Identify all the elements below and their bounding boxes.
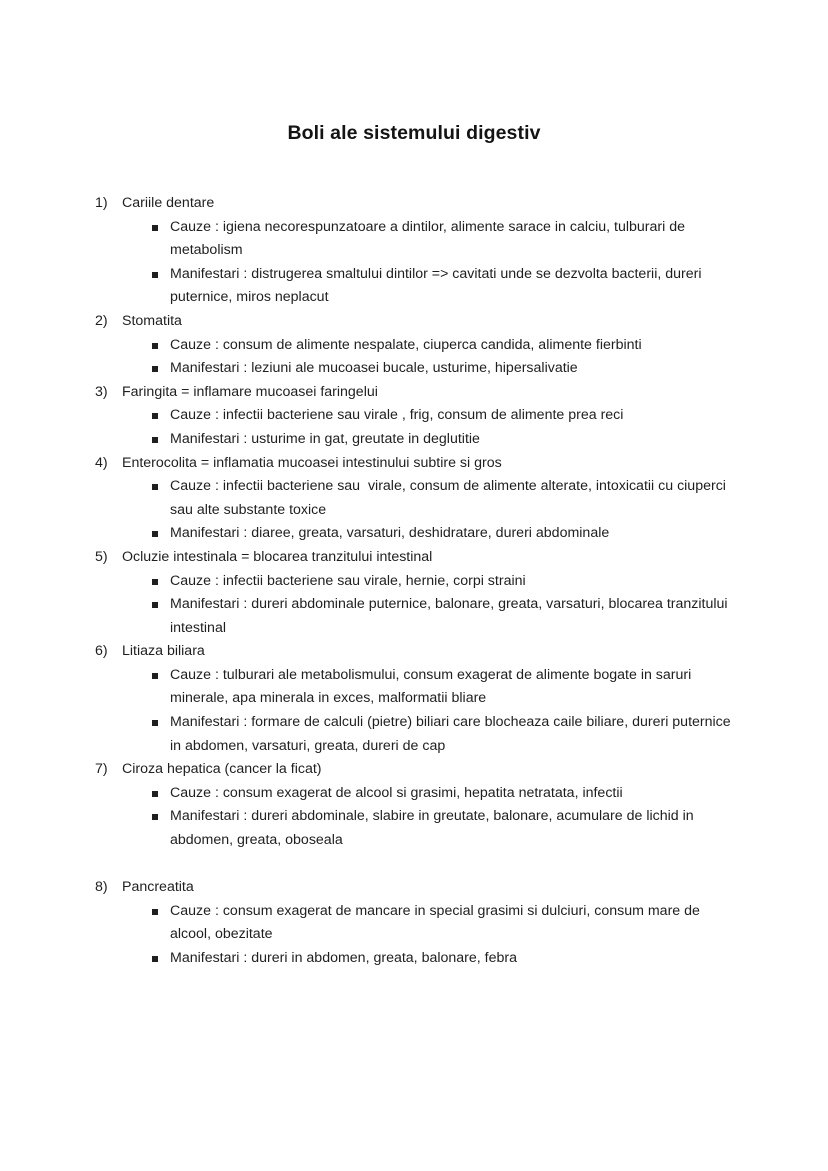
bulleted-sublist xyxy=(0,782,828,853)
list-item xyxy=(0,310,828,381)
list-item-number: 6) xyxy=(95,643,108,660)
sublist-item-text: Manifestari : dureri abdominale puternice, balonare, greata, varsaturi, blocarea tranzitului intestinal xyxy=(170,596,732,636)
sublist-item-text: Manifestari : leziuni ale mucoasei bucale, usturime, hipersalivatie xyxy=(170,360,578,377)
square-bullet-icon xyxy=(152,579,158,585)
sublist-item xyxy=(0,522,828,546)
sublist-item-text: Manifestari : dureri in abdomen, greata, balonare, febra xyxy=(170,949,518,966)
square-bullet-icon xyxy=(152,673,158,679)
list-item-title: Ocluzie intestinala = blocarea tranzitului intestinal xyxy=(122,548,433,565)
sublist-item xyxy=(0,782,828,806)
list-item xyxy=(0,452,828,546)
bulleted-sublist xyxy=(0,570,828,641)
sublist-item xyxy=(0,664,828,711)
numbered-outline-list xyxy=(0,192,828,971)
square-bullet-icon xyxy=(152,956,158,962)
square-bullet-icon xyxy=(152,366,158,372)
list-item xyxy=(0,640,828,758)
list-item xyxy=(0,546,828,640)
sublist-item xyxy=(0,947,828,971)
list-item-number: 8) xyxy=(95,879,108,896)
sublist-item-text: Cauze : infectii bacteriene sau virale, hernie, corpi straini xyxy=(170,572,526,589)
sublist-item-text: Cauze : consum de alimente nespalate, ciuperca candida, alimente fierbinti xyxy=(170,336,642,353)
sublist-item-text: Cauze : consum exagerat de mancare in special grasimi si dulciuri, consum mare de alcool, obezitate xyxy=(170,902,704,943)
list-item-heading xyxy=(0,192,828,216)
list-item-title: Cariile dentare xyxy=(122,195,215,211)
list-item-title: Litiaza biliara xyxy=(122,643,205,660)
square-bullet-icon xyxy=(152,343,158,349)
square-bullet-icon xyxy=(152,413,158,419)
sublist-item xyxy=(0,593,828,640)
sublist-item-text: Cauze : tulburari ale metabolismului, consum exagerat de alimente bogate in saruri minerale, apa minerala in exces, malformatii bliare xyxy=(170,666,696,707)
list-item xyxy=(0,876,828,970)
list-item-number: 2) xyxy=(95,312,108,329)
list-item-number: 4) xyxy=(95,454,108,471)
sublist-item-text: Cauze : infectii bacteriene sau virale, consum de alimente alterate, intoxicatii cu ciuperci sau alte substante toxice xyxy=(170,478,730,518)
list-item xyxy=(0,192,828,310)
document-body xyxy=(0,192,828,971)
list-item-heading xyxy=(0,381,828,405)
list-item-heading xyxy=(0,546,828,570)
bulleted-sublist xyxy=(0,900,828,971)
list-item-heading xyxy=(0,758,828,782)
square-bullet-icon xyxy=(152,814,158,820)
sublist-item-text: Manifestari : diaree, greata, varsaturi, deshidratare, dureri abdominale xyxy=(170,525,610,542)
bulleted-sublist xyxy=(0,216,828,310)
list-item-title: Ciroza hepatica (cancer la ficat) xyxy=(122,761,322,778)
sublist-item-text: Manifestari : usturime in gat, greutate in deglutitie xyxy=(170,430,480,447)
sublist-item-text: Manifestari : distrugerea smaltului dintilor => cavitati unde se dezvolta bacterii, dureri puternice, miros neplacut xyxy=(170,265,706,306)
list-item-heading xyxy=(0,640,828,664)
sublist-item xyxy=(0,475,828,522)
sublist-item xyxy=(0,570,828,594)
list-item-number: 3) xyxy=(95,383,108,400)
square-bullet-icon xyxy=(152,437,158,443)
list-item-number: 1) xyxy=(95,195,108,211)
sublist-item xyxy=(0,900,828,947)
list-item xyxy=(0,381,828,452)
list-item-heading xyxy=(0,876,828,900)
bulleted-sublist xyxy=(0,475,828,546)
sublist-item xyxy=(0,711,828,758)
sublist-item xyxy=(0,334,828,358)
square-bullet-icon xyxy=(152,531,158,537)
sublist-item xyxy=(0,216,828,263)
square-bullet-icon xyxy=(152,272,158,278)
list-item-heading xyxy=(0,452,828,476)
sublist-item-text: Manifestari : formare de calculi (pietre) biliari care blocheaza caile biliare, dureri puternice in abdomen, varsaturi, greata, dureri de cap xyxy=(170,714,735,754)
sublist-item-text: Manifestari : dureri abdominale, slabire in greutate, balonare, acumulare de lichid in abdomen, greata, oboseala xyxy=(170,808,698,849)
sublist-item-text: Cauze : infectii bacteriene sau virale , frig, consum de alimente prea reci xyxy=(170,407,624,424)
square-bullet-icon xyxy=(152,602,158,608)
list-item-title: Stomatita xyxy=(122,312,182,329)
sublist-item-text: Cauze : igiena necorespunzatoare a dintilor, alimente sarace in calciu, tulburari de metabolism xyxy=(170,218,689,259)
square-bullet-icon xyxy=(152,225,158,231)
sublist-item xyxy=(0,263,828,310)
sublist-item-text: Cauze : consum exagerat de alcool si grasimi, hepatita netratata, infectii xyxy=(170,784,623,801)
square-bullet-icon xyxy=(152,791,158,797)
list-item-number: 7) xyxy=(95,761,108,778)
square-bullet-icon xyxy=(152,909,158,915)
list-item-title: Pancreatita xyxy=(122,879,194,896)
list-item-heading xyxy=(0,310,828,334)
sublist-item xyxy=(0,404,828,428)
sublist-item xyxy=(0,805,828,852)
sublist-item xyxy=(0,428,828,452)
bulleted-sublist xyxy=(0,664,828,758)
square-bullet-icon xyxy=(152,484,158,490)
sublist-item xyxy=(0,357,828,381)
list-item xyxy=(0,758,828,852)
list-item-title: Faringita = inflamare mucoasei faringelui xyxy=(122,383,378,400)
page-title: Boli ale sistemului digestiv xyxy=(287,122,541,144)
square-bullet-icon xyxy=(152,720,158,726)
bulleted-sublist xyxy=(0,404,828,451)
bulleted-sublist xyxy=(0,334,828,381)
list-item-number: 5) xyxy=(95,548,108,565)
list-item-title: Enterocolita = inflamatia mucoasei intestinului subtire si gros xyxy=(122,454,502,471)
